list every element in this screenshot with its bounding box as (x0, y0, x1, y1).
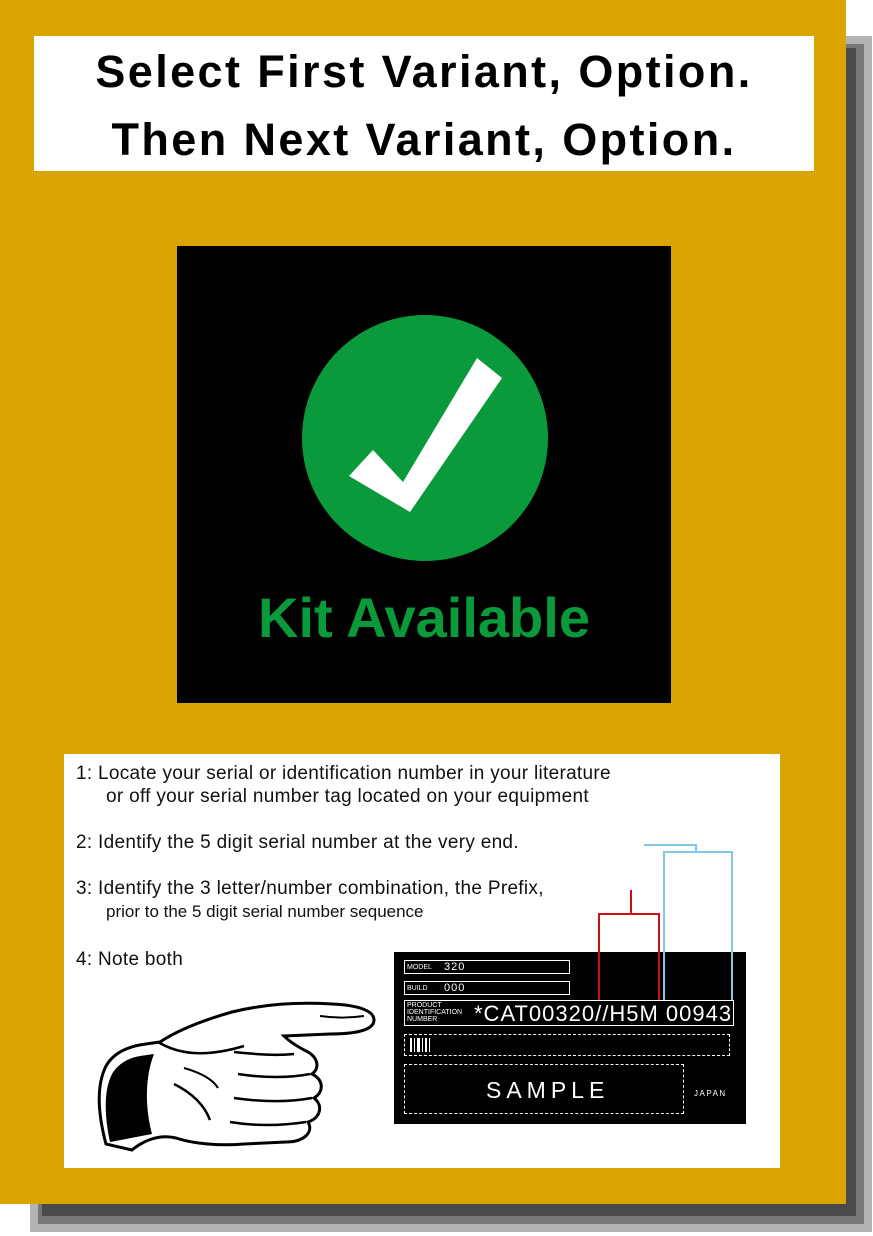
step-2-line-1: 2: Identify the 5 digit serial number at the very end. (76, 832, 519, 853)
build-value: 000 (444, 982, 466, 994)
build-label: BUILD (407, 985, 428, 992)
sample-text: SAMPLE (486, 1077, 610, 1103)
header-line-1: Select First Variant, Option. (95, 46, 753, 97)
serial-bracket (664, 852, 732, 1000)
prefix-word: Prefix, (487, 878, 544, 899)
step-4-line-1: 4: Note both (76, 949, 184, 970)
step-1-line-1: 1: Locate your serial or identification number in your literature (76, 763, 611, 784)
pin-label-2: IDENTIFICATION (407, 1009, 463, 1016)
model-label: MODEL (407, 964, 432, 971)
serial-instructions-panel (64, 754, 780, 1168)
kit-status-label: Kit Available (258, 586, 590, 649)
kit-status-panel (177, 246, 671, 703)
pin-label-1: PRODUCT (407, 1002, 442, 1009)
instruction-header (34, 36, 814, 171)
step-1-line-2: or off your serial number tag located on your equipment (106, 786, 589, 807)
step-3-line-2: prior to the 5 digit serial number sequence (106, 902, 424, 921)
model-value: 320 (444, 961, 466, 973)
pin-label-3: NUMBER (407, 1016, 438, 1023)
header-line-2: Then Next Variant, Option. (111, 114, 737, 165)
prefix-bracket-left (599, 890, 631, 1000)
origin-text: JAPAN (694, 1089, 727, 1098)
check-circle (302, 315, 548, 561)
step-3-line-1: 3: Identify the 3 letter/number combination, the (76, 878, 483, 899)
serial-pointer (644, 845, 696, 852)
pin-value: *CAT00320//H5M 00943 (474, 1001, 733, 1026)
prefix-bracket-right (631, 914, 659, 1000)
prefix-serial-bracket-lines (64, 754, 780, 1168)
